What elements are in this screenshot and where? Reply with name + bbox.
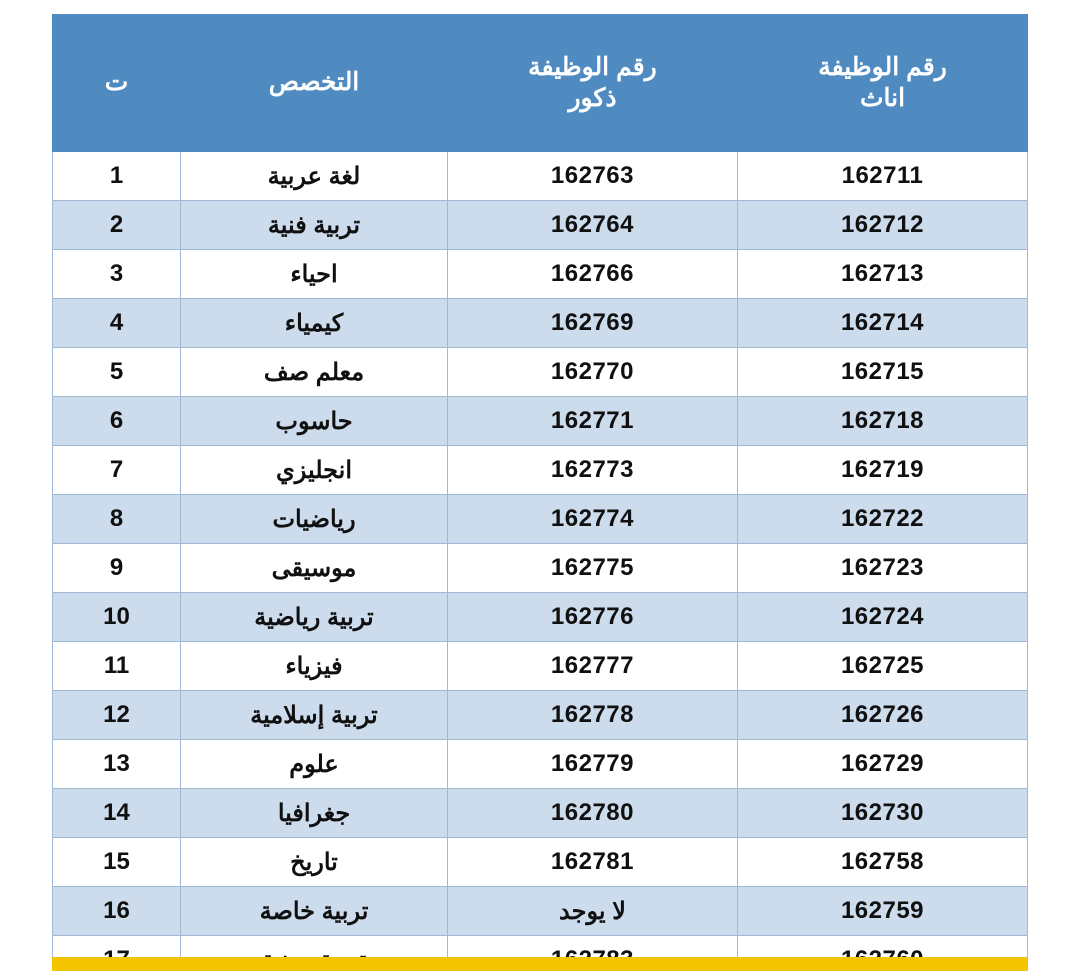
bottom-accent-strip xyxy=(52,957,1028,971)
cell-male-job-number: 162773 xyxy=(447,446,737,495)
cell-specialty: موسيقى xyxy=(181,544,448,593)
cell-male-job-number: 162764 xyxy=(447,201,737,250)
table-row xyxy=(53,201,1028,250)
cell-male-job-number: 162781 xyxy=(447,838,737,887)
cell-specialty: تاريخ xyxy=(181,838,448,887)
cell-index: 5 xyxy=(53,348,181,397)
cell-specialty: تربية رياضية xyxy=(181,593,448,642)
page-margin-right xyxy=(1028,0,1080,971)
cell-specialty: جغرافيا xyxy=(181,789,448,838)
cell-specialty: فيزياء xyxy=(181,642,448,691)
cell-male-job-number: 162769 xyxy=(447,299,737,348)
cell-specialty: احياء xyxy=(181,250,448,299)
cell-female-job-number: 162724 xyxy=(737,593,1027,642)
cell-index: 13 xyxy=(53,740,181,789)
column-header-male-line2: ذكور xyxy=(568,84,617,112)
cell-male-job-number: 162766 xyxy=(447,250,737,299)
cell-female-job-number: 162718 xyxy=(737,397,1027,446)
cell-male-job-number: 162780 xyxy=(447,789,737,838)
table-row xyxy=(53,642,1028,691)
cell-male-job-number: 162775 xyxy=(447,544,737,593)
cell-female-job-number: 162758 xyxy=(737,838,1027,887)
cell-male-job-number: 162777 xyxy=(447,642,737,691)
table-row xyxy=(53,544,1028,593)
job-numbers-table xyxy=(52,14,1028,971)
cell-index: 10 xyxy=(53,593,181,642)
table-row xyxy=(53,838,1028,887)
cell-male-job-number: 162774 xyxy=(447,495,737,544)
cell-index: 16 xyxy=(53,887,181,936)
column-header-index: ت xyxy=(53,15,181,152)
cell-female-job-number: 162712 xyxy=(737,201,1027,250)
page-margin-left xyxy=(0,0,52,971)
cell-female-job-number: 162730 xyxy=(737,789,1027,838)
cell-female-job-number: 162723 xyxy=(737,544,1027,593)
cell-specialty: كيمياء xyxy=(181,299,448,348)
cell-female-job-number: 162729 xyxy=(737,740,1027,789)
cell-male-job-number: لا يوجد xyxy=(447,887,737,936)
cell-index: 9 xyxy=(53,544,181,593)
cell-female-job-number: 162722 xyxy=(737,495,1027,544)
column-header-male-job-number xyxy=(447,15,737,152)
table-body xyxy=(53,152,1028,971)
cell-female-job-number: 162711 xyxy=(737,152,1027,201)
cell-female-job-number: 162713 xyxy=(737,250,1027,299)
table-row xyxy=(53,446,1028,495)
cell-male-job-number: 162763 xyxy=(447,152,737,201)
table-row xyxy=(53,887,1028,936)
cell-index: 11 xyxy=(53,642,181,691)
cell-specialty: تربية إسلامية xyxy=(181,691,448,740)
table-row xyxy=(53,789,1028,838)
cell-specialty: رياضيات xyxy=(181,495,448,544)
cell-specialty: علوم xyxy=(181,740,448,789)
cell-index: 2 xyxy=(53,201,181,250)
column-header-female-line2: اناث xyxy=(859,84,906,112)
cell-female-job-number: 162725 xyxy=(737,642,1027,691)
table-row xyxy=(53,593,1028,642)
column-header-female-line1: رقم الوظيفة xyxy=(818,52,947,81)
table-row xyxy=(53,152,1028,201)
cell-female-job-number: 162714 xyxy=(737,299,1027,348)
table-row xyxy=(53,495,1028,544)
table-row xyxy=(53,691,1028,740)
table-header-row xyxy=(53,15,1028,152)
table-header xyxy=(53,15,1028,152)
cell-specialty: لغة عربية xyxy=(181,152,448,201)
cell-female-job-number: 162759 xyxy=(737,887,1027,936)
table-row xyxy=(53,348,1028,397)
cell-index: 4 xyxy=(53,299,181,348)
table-row xyxy=(53,740,1028,789)
cell-index: 7 xyxy=(53,446,181,495)
cell-male-job-number: 162770 xyxy=(447,348,737,397)
job-numbers-table-container xyxy=(52,14,1028,971)
cell-male-job-number: 162776 xyxy=(447,593,737,642)
cell-index: 8 xyxy=(53,495,181,544)
column-header-male-line1: رقم الوظيفة xyxy=(528,52,657,81)
cell-specialty: معلم صف xyxy=(181,348,448,397)
cell-female-job-number: 162719 xyxy=(737,446,1027,495)
table-row xyxy=(53,250,1028,299)
cell-male-job-number: 162771 xyxy=(447,397,737,446)
cell-index: 14 xyxy=(53,789,181,838)
table-row xyxy=(53,397,1028,446)
cell-specialty: تربية فنية xyxy=(181,201,448,250)
column-header-specialty: التخصص xyxy=(181,15,448,152)
cell-index: 12 xyxy=(53,691,181,740)
cell-specialty: تربية خاصة xyxy=(181,887,448,936)
cell-female-job-number: 162726 xyxy=(737,691,1027,740)
cell-index: 3 xyxy=(53,250,181,299)
cell-specialty: حاسوب xyxy=(181,397,448,446)
cell-female-job-number: 162715 xyxy=(737,348,1027,397)
column-header-female-job-number xyxy=(737,15,1027,152)
cell-index: 15 xyxy=(53,838,181,887)
cell-index: 6 xyxy=(53,397,181,446)
cell-specialty: انجليزي xyxy=(181,446,448,495)
cell-male-job-number: 162778 xyxy=(447,691,737,740)
table-row xyxy=(53,299,1028,348)
cell-index: 1 xyxy=(53,152,181,201)
cell-male-job-number: 162779 xyxy=(447,740,737,789)
